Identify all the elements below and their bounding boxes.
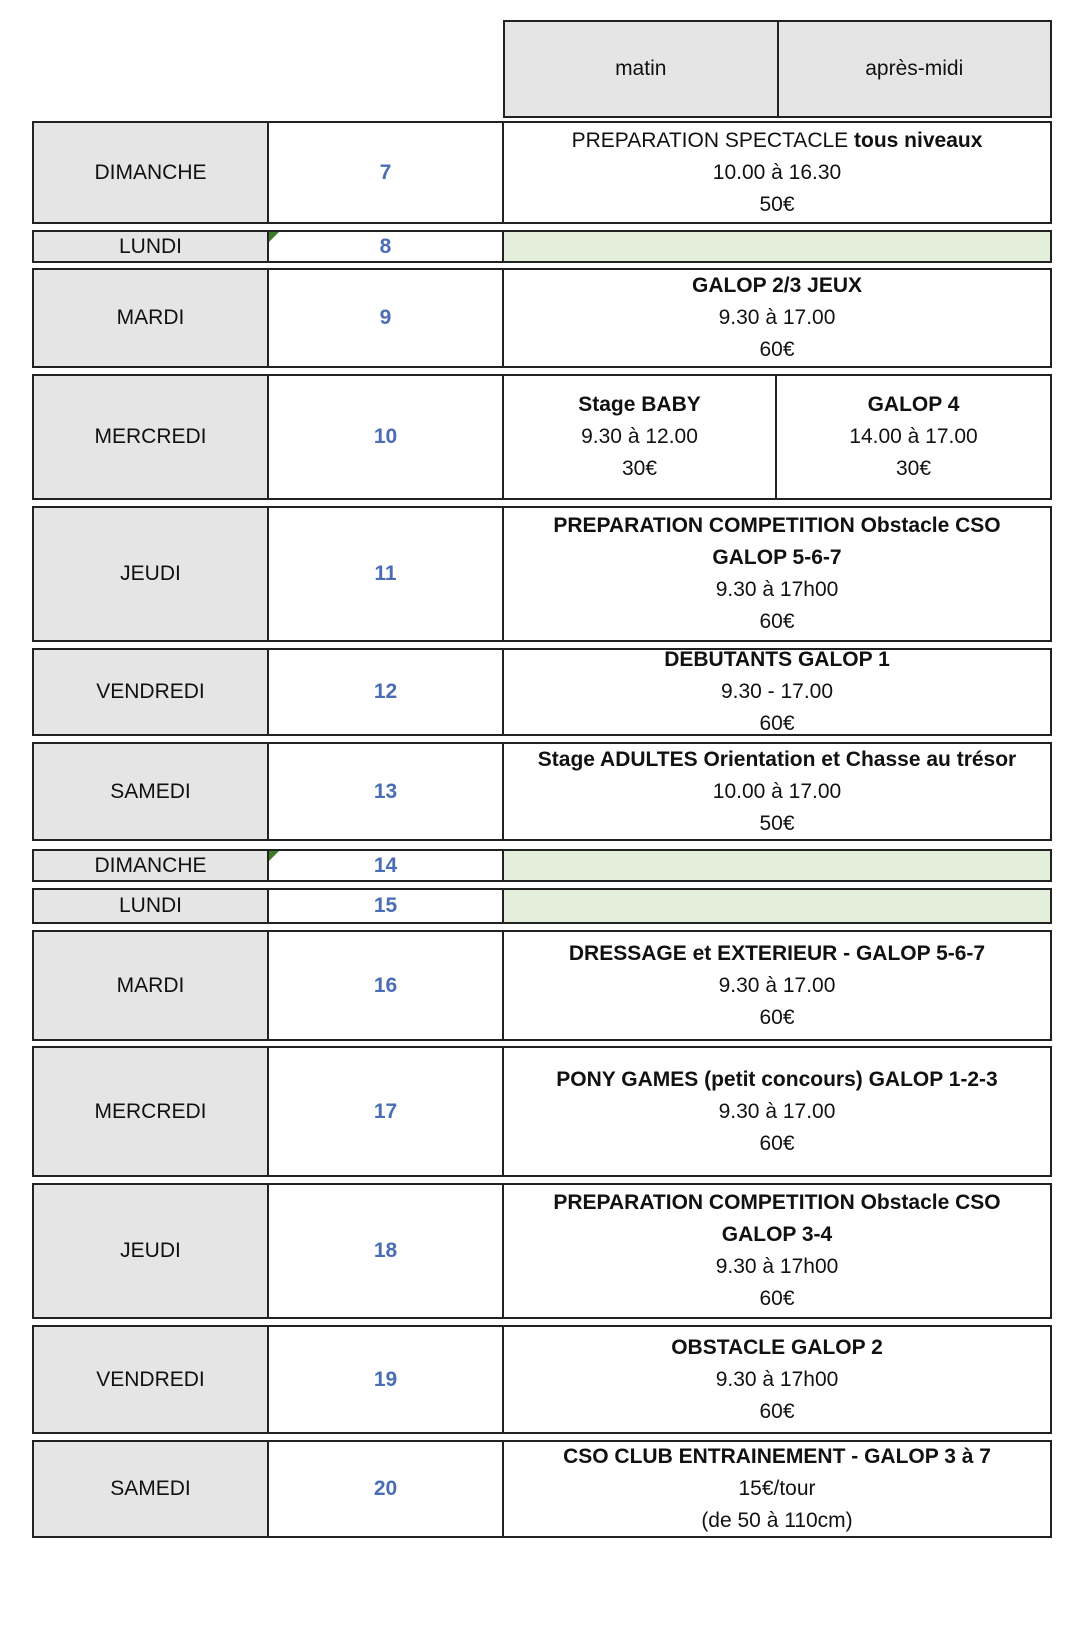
day-label: LUNDI	[34, 232, 269, 261]
activity-cell	[504, 1185, 1050, 1317]
schedule-row	[32, 121, 1052, 224]
activity-title: PREPARATION COMPETITION Obstacle CSO	[553, 514, 1001, 537]
morning-activity	[504, 376, 777, 498]
day-label: MERCREDI	[34, 376, 269, 498]
day-number: 11	[269, 508, 504, 640]
activity-time: 9.30 à 17.00	[718, 973, 836, 997]
activity-price: 60€	[759, 1131, 795, 1155]
schedule-row	[32, 506, 1052, 642]
activity-time: 9.30 à 17.00	[718, 1099, 836, 1123]
day-number: 12	[269, 650, 504, 734]
activity-title: CSO CLUB ENTRAINEMENT - GALOP 3 à 7	[563, 1445, 991, 1468]
activity-cell	[504, 932, 1050, 1039]
activity-cell	[504, 123, 1050, 222]
activity-price: 60€	[759, 1287, 795, 1310]
activity-price: 50€	[759, 192, 795, 216]
activity-cell	[504, 1442, 1050, 1536]
day-label: MARDI	[34, 932, 269, 1039]
activity-title: OBSTACLE GALOP 2	[671, 1335, 883, 1359]
activity-cell-empty	[504, 232, 1050, 261]
activity-price: 60€	[759, 1005, 795, 1029]
day-number: 10	[269, 376, 504, 498]
activity-title: GALOP 2/3 JEUX	[691, 274, 862, 297]
day-number: 8	[269, 232, 504, 261]
activity-title: PONY GAMES (petit concours) GALOP 1-2-3	[556, 1067, 998, 1091]
activity-title: Stage ADULTES Orientation et Chasse au trésor	[537, 747, 1017, 771]
activity-cell	[504, 1048, 1050, 1175]
day-number: 13	[269, 744, 504, 839]
comment-marker-icon	[269, 851, 279, 861]
day-label: DIMANCHE	[34, 123, 269, 222]
activity-price: 30€	[895, 457, 932, 480]
activity-price: 60€	[759, 1399, 795, 1423]
activity-cell-empty	[504, 890, 1050, 922]
activity-title: PREPARATION SPECTACLE tous niveaux	[571, 128, 983, 152]
activity-cell-empty	[504, 851, 1050, 880]
day-label: VENDREDI	[34, 650, 269, 734]
header-afternoon: après-midi	[779, 22, 1051, 116]
activity-time: 9.30 à 17h00	[715, 1255, 839, 1278]
activity-title: DEBUTANTS GALOP 1	[664, 648, 890, 671]
activity-title: DRESSAGE et EXTERIEUR - GALOP 5-6-7	[568, 941, 986, 965]
schedule-row	[32, 268, 1052, 368]
activity-time: 9.30 à 17h00	[715, 578, 839, 601]
day-label: SAMEDI	[34, 1442, 269, 1536]
schedule-row	[32, 1046, 1052, 1177]
activity-title: GALOP 4	[867, 393, 960, 416]
activity-price: 60€	[759, 338, 795, 361]
activity-price: 30€	[621, 457, 658, 480]
activity-level: GALOP 5-6-7	[712, 546, 842, 569]
schedule-row	[32, 930, 1052, 1041]
day-label: JEUDI	[34, 1185, 269, 1317]
activity-time: 9.30 - 17.00	[720, 680, 834, 703]
comment-marker-icon	[269, 232, 279, 242]
activity-time: 9.30 à 17h00	[715, 1367, 839, 1391]
activity-price: 50€	[759, 811, 795, 835]
schedule-row	[32, 849, 1052, 882]
day-number: 19	[269, 1327, 504, 1432]
day-label: SAMEDI	[34, 744, 269, 839]
activity-cell	[504, 650, 1050, 734]
activity-level: GALOP 3-4	[721, 1223, 833, 1246]
activity-title: Stage BABY	[578, 393, 701, 416]
day-number: 7	[269, 123, 504, 222]
activity-price: 60€	[759, 610, 795, 633]
activity-note: (de 50 à 110cm)	[701, 1509, 853, 1532]
schedule-row	[32, 1440, 1052, 1538]
day-number: 17	[269, 1048, 504, 1175]
day-number: 20	[269, 1442, 504, 1536]
activity-cell	[504, 270, 1050, 366]
day-label: DIMANCHE	[34, 851, 269, 880]
activity-time: 14.00 à 17.00	[849, 425, 978, 448]
activity-time: 9.30 à 17.00	[718, 306, 836, 329]
day-label: MARDI	[34, 270, 269, 366]
activity-price: 60€	[759, 712, 795, 735]
day-number: 15	[269, 890, 504, 922]
activity-cell	[504, 744, 1050, 839]
activity-price: 15€/tour	[738, 1477, 816, 1500]
schedule-row	[32, 1183, 1052, 1319]
day-number: 16	[269, 932, 504, 1039]
column-header	[503, 20, 1052, 118]
day-label: LUNDI	[34, 890, 269, 922]
activity-cell	[504, 1327, 1050, 1432]
day-number: 18	[269, 1185, 504, 1317]
schedule-row	[32, 374, 1052, 500]
afternoon-activity	[777, 376, 1050, 498]
activity-time: 10.00 à 17.00	[712, 779, 842, 803]
activity-cell	[504, 508, 1050, 640]
activity-split	[504, 376, 1050, 498]
schedule-row	[32, 230, 1052, 263]
day-label: VENDREDI	[34, 1327, 269, 1432]
day-label: JEUDI	[34, 508, 269, 640]
header-morning: matin	[505, 22, 779, 116]
activity-time: 9.30 à 12.00	[581, 425, 698, 448]
schedule-row	[32, 648, 1052, 736]
day-number: 9	[269, 270, 504, 366]
day-number: 14	[269, 851, 504, 880]
activity-time: 10.00 à 16.30	[712, 160, 842, 184]
schedule-row	[32, 888, 1052, 924]
schedule-row	[32, 742, 1052, 841]
activity-title: PREPARATION COMPETITION Obstacle CSO	[553, 1191, 1001, 1214]
day-label: MERCREDI	[34, 1048, 269, 1175]
schedule-row	[32, 1325, 1052, 1434]
